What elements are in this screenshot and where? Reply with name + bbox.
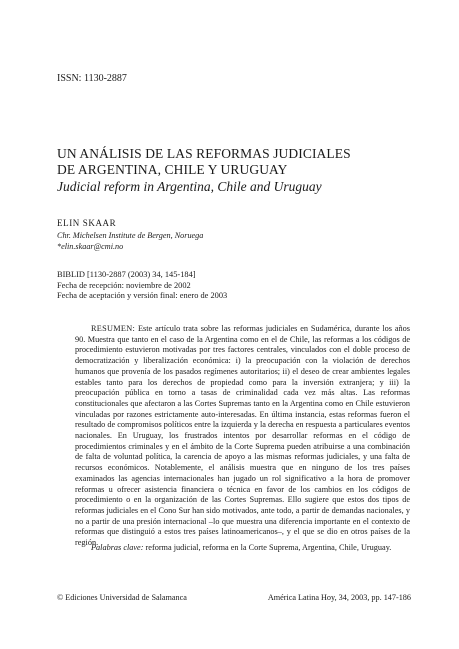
author-name: ELIN SKAAR (57, 218, 117, 228)
bibliographic-info (57, 270, 227, 302)
title-line-2: DE ARGENTINA, CHILE Y URUGUAY (57, 162, 288, 177)
footer-publisher: © Ediciones Universidad de Salamanca (57, 593, 187, 602)
affiliation: Chr. Michelsen Institute de Bergen, Noruega (57, 231, 204, 240)
author-affiliation-block (57, 230, 203, 252)
issn: ISSN: 1130-2887 (57, 73, 127, 84)
article-title (57, 146, 351, 178)
footer-citation: América Latina Hoy, 34, 2003, pp. 147-186 (267, 593, 411, 602)
keywords-text: reforma judicial, reforma en la Corte Suprema, Argentina, Chile, Uruguay. (145, 543, 392, 552)
author-email[interactable]: *elin.skaar@cmi.no (57, 242, 124, 251)
title-line-1: UN ANÁLISIS DE LAS REFORMAS JUDICIALES (57, 146, 351, 161)
abstract-text: Este artículo trata sobre las reformas judiciales en Sudamérica, durante los años 90. Muestra que tanto en el caso de la Argentina como en el de Chile, las reformas a los códigos de procedimiento estuvieron motivadas por tres factores centrales, vinculados con el doble proceso de democratización y liberalización económica: i) la preocupación con la violación de derechos humanos que provenía de los pasados regímenes autoritarios; ii) el deseo de crear ambientes legales estables tanto para los derechos de propiedad como para la inversión extranjera; y iii) la preocupación pública en torno a tasas de criminalidad cada vez más altas. Las reformas constitucionales que afectaron a las Cortes Supremas tanto en la Argentina como en Chile estuvieron vinculadas por razones estrictamente auto-interesadas. En última instancia, estas reformas fueron el resultado de compromisos políticos entre la izquierda y la derecha en respuesta a particulares eventos nacionales. En Uruguay, los frustrados intentos por desarrollar reformas en el código de procedimientos criminales y en el ámbito de la Corte Suprema pueden atribuirse a una combinación de falta de voluntad política, la carencia de apoyo a las mismas reformas judiciales, y una falta de recursos económicos. Notablemente, el análisis muestra que en ninguno de los tres países examinados las agencias internacionales han jugado un rol significativo a la hora de promover reformas u ofrecer asistencia financiera o técnica en favor de los cambios en los códigos de procedimiento o en la organización de las Cortes Supremas. Ello sugiere que estos dos tipos de reformas judiciales en el Cono Sur han sido motivados, ante todo, a partir de demandas nacionales, y no a partir de una presión internacional –lo que muestra una diferencia importante en el contexto de reformas que distinguió a estos tres países latinoamericanos–, y el que se dio en otros países de la región. (75, 324, 410, 548)
keywords-label: Palabras clave: (91, 543, 144, 552)
article-subtitle: Judicial reform in Argentina, Chile and Uruguay (57, 179, 322, 194)
abstract (75, 324, 410, 549)
keywords (75, 543, 410, 554)
received-date: Fecha de recepción: noviembre de 2002 (57, 280, 191, 290)
accepted-date: Fecha de aceptación y versión final: enero de 2003 (57, 291, 228, 301)
biblid: BIBLID [1130-2887 (2003) 34, 145-184] (57, 270, 196, 279)
abstract-label: RESUMEN: (91, 324, 136, 333)
